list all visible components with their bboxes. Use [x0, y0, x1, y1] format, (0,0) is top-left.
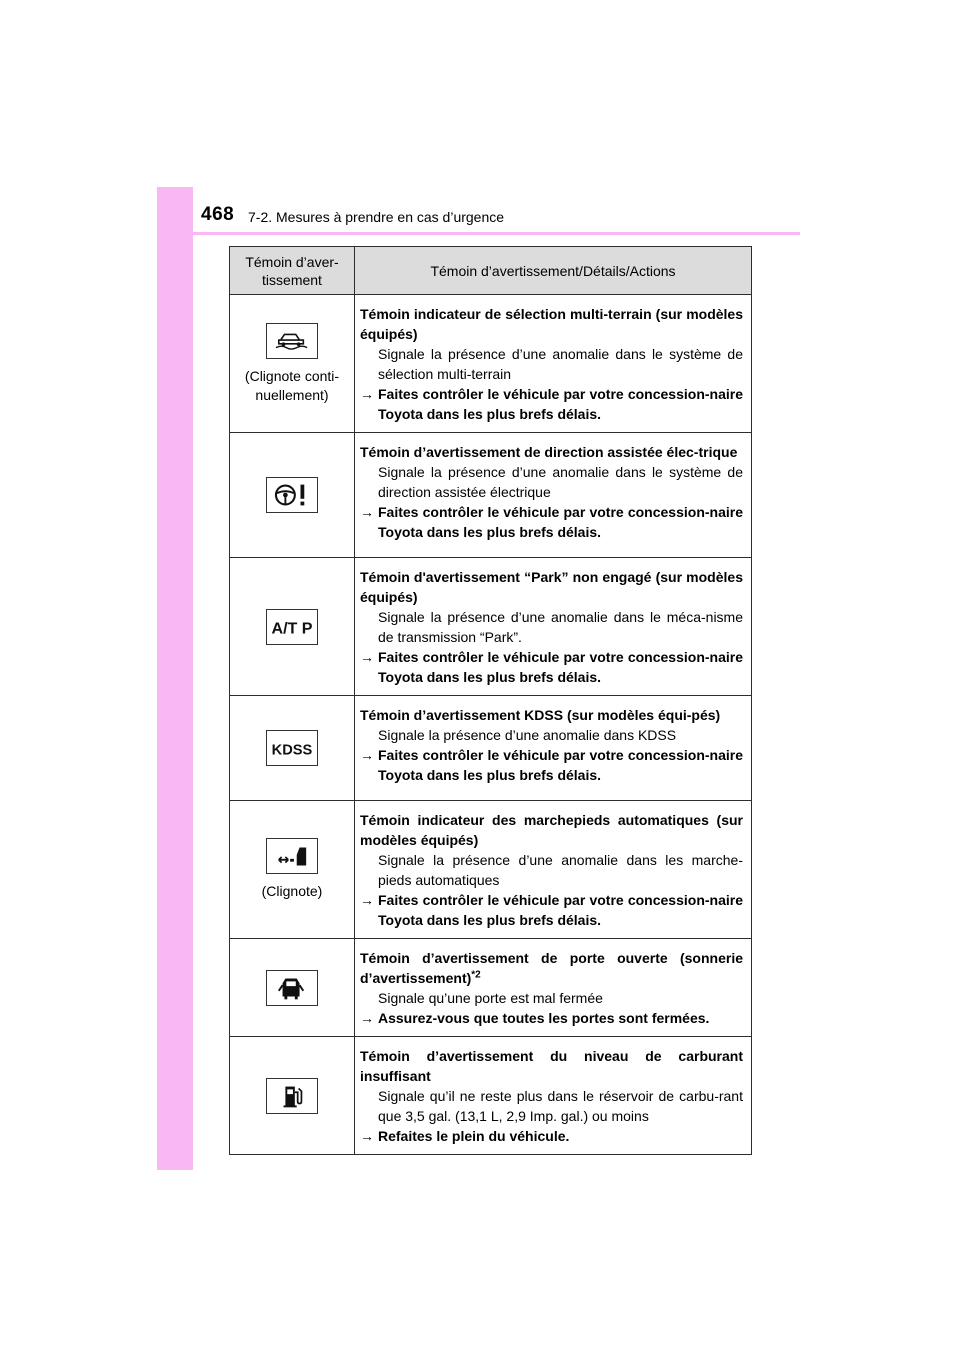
arrow-icon: → — [360, 892, 374, 908]
row-body: Signale la présence d’une anomalie dans les marche-pieds automatiques — [378, 852, 743, 888]
row-body: Signale la présence d’une anomalie dans KDSS — [378, 727, 677, 743]
page-number: 468 — [201, 204, 235, 225]
fuel-pump-icon — [266, 1078, 318, 1114]
row-title: Témoin d’avertissement de direction assistée élec-trique — [360, 444, 738, 460]
row-title: Témoin d'avertissement “Park” non engagé (sur modèles équipés) — [360, 569, 743, 605]
icon-note: (Clignote) — [261, 883, 323, 899]
row-body: Signale qu’une porte est mal fermée — [378, 990, 603, 1006]
table-row — [230, 939, 752, 1037]
arrow-icon: → — [360, 386, 374, 402]
table-header-row — [230, 247, 752, 295]
warning-lights-table — [229, 246, 752, 1155]
arrow-icon: → — [360, 1128, 374, 1144]
at-p-icon — [266, 609, 318, 645]
row-action: → Faites contrôler le véhicule par votre concession-naire Toyota dans les plus brefs délais. — [360, 892, 743, 928]
icon-note: (Clignote conti- nuellement) — [244, 367, 340, 403]
row-action: → Faites contrôler le véhicule par votre concession-naire Toyota dans les plus brefs délais. — [360, 649, 743, 685]
arrow-icon: → — [360, 649, 374, 665]
row-body: Signale qu’il ne reste plus dans le réservoir de carbu-rant que 3,5 gal. (13,1 L, 2,9 Imp. gal.) ou moins — [378, 1088, 743, 1124]
svg-text:KDSS: KDSS — [271, 742, 313, 759]
row-title: Témoin indicateur des marchepieds automatiques (sur modèles équipés) — [360, 812, 743, 848]
row-title: Témoin d’avertissement de porte ouverte (sonnerie d’avertissement)$^{*2}$ — [360, 950, 743, 986]
side-tab-band — [157, 187, 193, 1170]
kdss-icon — [266, 730, 318, 766]
arrow-icon: → — [360, 1010, 374, 1026]
power-steering-warning-icon — [266, 477, 318, 513]
row-body: Signale la présence d’une anomalie dans le système de direction assistée électrique — [378, 464, 743, 500]
row-title: Témoin d’avertissement KDSS (sur modèles équi-pés) — [360, 707, 721, 723]
header-rule — [157, 232, 800, 235]
row-action: → Refaites le plein du véhicule. — [360, 1128, 570, 1144]
table-row — [230, 1037, 752, 1155]
table-row — [230, 801, 752, 939]
col-header-light: Témoin d’aver- tissement — [230, 247, 355, 295]
table-row — [230, 433, 752, 558]
row-title: Témoin indicateur de sélection multi-terrain (sur modèles équipés) — [360, 306, 743, 342]
table-row — [230, 696, 752, 801]
row-action: → Faites contrôler le véhicule par votre concession-naire Toyota dans les plus brefs délais. — [360, 386, 743, 422]
col-header-details: Témoin d’avertissement/Détails/Actions — [355, 247, 752, 295]
row-action: → Assurez-vous que toutes les portes sont fermées. — [360, 1010, 710, 1026]
table-row — [230, 295, 752, 433]
row-title: Témoin d’avertissement du niveau de carburant insuffisant — [360, 1048, 743, 1084]
multi-terrain-icon — [266, 323, 318, 359]
footnote-marker: *2 — [471, 969, 481, 981]
arrow-icon: → — [360, 747, 374, 763]
arrow-icon: → — [360, 504, 374, 520]
running-board-icon — [266, 838, 318, 874]
row-action: → Faites contrôler le véhicule par votre concession-naire Toyota dans les plus brefs délais. — [360, 504, 743, 540]
door-open-icon — [266, 970, 318, 1006]
table-row — [230, 558, 752, 696]
row-body: Signale la présence d’une anomalie dans le méca-nisme de transmission “Park”. — [378, 609, 743, 645]
row-body: Signale la présence d’une anomalie dans le système de sélection multi-terrain — [378, 346, 743, 382]
svg-text:A/T P: A/T P — [271, 619, 313, 638]
section-title: 7-2. Mesures à prendre en cas d’urgence — [248, 209, 505, 225]
row-action: → Faites contrôler le véhicule par votre concession-naire Toyota dans les plus brefs délais. — [360, 747, 743, 783]
